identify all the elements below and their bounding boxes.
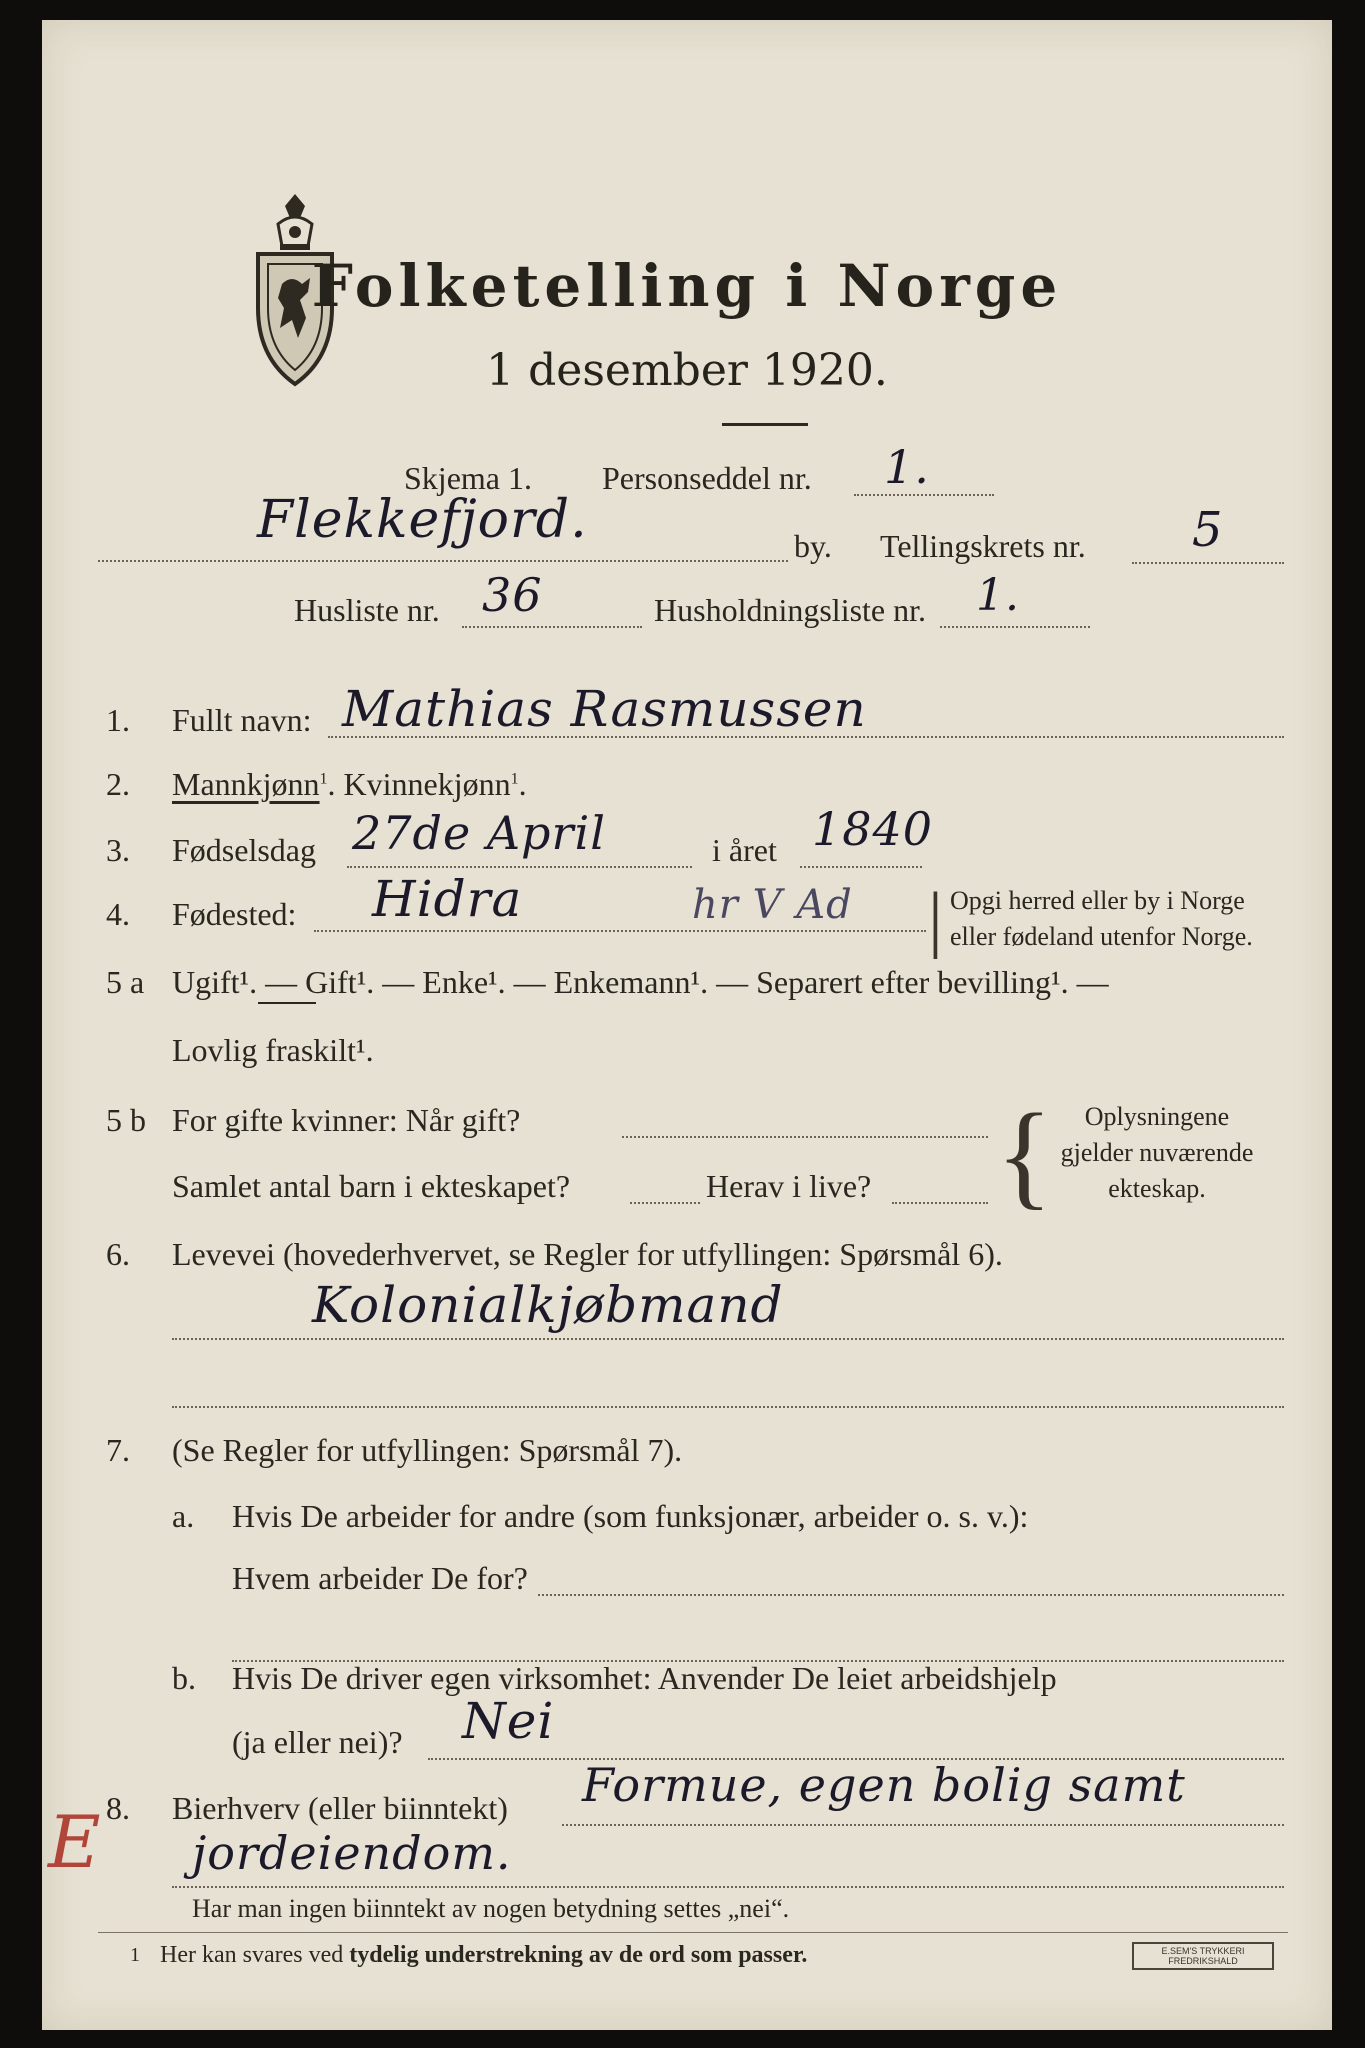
- q3-year-value[interactable]: 1840: [812, 802, 934, 856]
- q5b-note2: gjelder nuværende: [1060, 1138, 1254, 1167]
- q5a-line2[interactable]: Lovlig fraskilt¹.: [172, 1032, 374, 1068]
- footnote-text-plain: Her kan svares ved: [160, 1942, 344, 1968]
- q5b-number: 5 b: [106, 1102, 146, 1138]
- q2-options: [172, 766, 527, 803]
- husholdning-line: [940, 626, 1090, 628]
- q7-number: 7.: [106, 1432, 130, 1468]
- husliste-line: [462, 626, 642, 628]
- q1-label: Fullt navn:: [172, 702, 312, 738]
- q7a-line2: Hvem arbeider De for?: [232, 1560, 528, 1596]
- q4-number: 4.: [106, 896, 130, 932]
- q6-value[interactable]: Kolonialkjøbmand: [312, 1276, 784, 1334]
- tellingskrets-label: Tellingskrets nr.: [880, 528, 1086, 564]
- printer-stamp: [1132, 1942, 1274, 1970]
- q2-sep: .: [327, 766, 336, 802]
- form-title: Folketelling i Norge: [311, 252, 1063, 320]
- q8-value1[interactable]: Formue, egen bolig samt: [582, 1758, 1186, 1812]
- q3-line: [347, 866, 692, 868]
- q5a-options[interactable]: Ugift¹. — Gift¹. — Enke¹. — Enkemann¹. — Separert efter bevilling¹. —: [172, 964, 1109, 1000]
- q7a-line1: Hvis De arbeider for andre (som funksjonær, arbeider o. s. v.):: [232, 1498, 1029, 1534]
- q4-brace: |: [928, 878, 943, 960]
- q5a-number: 5 a: [106, 964, 145, 1000]
- q4-value[interactable]: Hidra: [372, 870, 523, 928]
- footnote-text-bold: tydelig understrekning av de ord som passer.: [349, 1942, 808, 1968]
- title-divider: [722, 423, 808, 426]
- footnote-mark: 1: [130, 1944, 140, 1966]
- skjema-label: Skjema 1.: [404, 460, 532, 496]
- husholdning-label: Husholdningsliste nr.: [654, 592, 927, 628]
- q3-value[interactable]: 27de April: [352, 806, 606, 860]
- q2-end: .: [518, 766, 527, 802]
- personseddel-line: [854, 494, 994, 496]
- q5b-line2a: Samlet antal barn i ekteskapet?: [172, 1168, 571, 1204]
- q4-label: Fødested:: [172, 896, 297, 932]
- q6-number: 6.: [106, 1236, 130, 1272]
- q8-value2[interactable]: jordeiendom.: [192, 1826, 512, 1880]
- q8-note: Har man ingen biinntekt av nogen betydning settes „nei“.: [192, 1894, 790, 1923]
- husliste-value[interactable]: 36: [482, 568, 543, 622]
- q5a-gift-underline: [258, 1002, 316, 1004]
- q8-line2: [172, 1886, 1284, 1888]
- q5b-line1: For gifte kvinner: Når gift?: [172, 1102, 521, 1138]
- stamp-line2: FREDRIKSHALD: [1168, 1956, 1238, 1966]
- q7a-line: [538, 1594, 1284, 1596]
- q8-number: 8.: [106, 1790, 130, 1826]
- q1-number: 1.: [106, 702, 130, 738]
- q7a-letter: a.: [172, 1498, 195, 1534]
- q4-note-line2: eller fødeland utenfor Norge.: [950, 922, 1253, 951]
- q2-number: 2.: [106, 766, 130, 802]
- q7b-letter: b.: [172, 1660, 196, 1696]
- footnote-text: [160, 1942, 807, 1969]
- q6-label: Levevei (hovederhvervet, se Regler for utfyllingen: Spørsmål 6).: [172, 1236, 1003, 1272]
- q5b-children-line: [630, 1202, 700, 1204]
- form-date: 1 desember 1920.: [486, 345, 888, 396]
- q4-value-note: hr V Ad: [692, 882, 853, 928]
- stamp-line1: E.SEM'S TRYKKERI: [1161, 1946, 1245, 1956]
- q5b-married-line: [622, 1136, 988, 1138]
- personseddel-label: Personseddel nr.: [602, 460, 812, 496]
- q8-margin-mark: E: [48, 1800, 102, 1884]
- q3-year-label: i året: [712, 832, 777, 868]
- q7b-line1: Hvis De driver egen virksomhet: Anvender De leiet arbeidshjelp: [232, 1660, 1057, 1696]
- q3-label: Fødselsdag: [172, 832, 316, 868]
- q2-female[interactable]: Kvinnekjønn: [343, 766, 511, 802]
- q7-label: (Se Regler for utfyllingen: Spørsmål 7).: [172, 1432, 683, 1468]
- q4-line: [314, 930, 926, 932]
- q5b-line2b: Herav i live?: [706, 1168, 872, 1204]
- q7b-value[interactable]: Nei: [462, 1692, 555, 1750]
- q8-label: Bierhverv (eller biinntekt): [172, 1790, 508, 1826]
- place-value[interactable]: Flekkefjord.: [257, 490, 588, 550]
- q2-male[interactable]: Mannkjønn: [172, 766, 320, 802]
- q5b-note3: ekteskap.: [1108, 1174, 1206, 1203]
- q6-line2: [172, 1406, 1284, 1408]
- q2-sup1: 1: [319, 770, 328, 788]
- footnote-divider: [98, 1932, 1288, 1933]
- q2-sup2: 1: [510, 770, 519, 788]
- by-label: by.: [794, 528, 832, 564]
- q8-line1: [562, 1824, 1284, 1826]
- q7b-line2: (ja eller nei)?: [232, 1724, 403, 1760]
- q5b-brace: {: [996, 1089, 1053, 1220]
- q5b-alive-line: [892, 1202, 988, 1204]
- q6-line1: [172, 1338, 1284, 1340]
- husholdning-value[interactable]: 1.: [976, 570, 1020, 621]
- personseddel-value[interactable]: 1.: [884, 440, 930, 494]
- tellingskrets-line: [1132, 562, 1284, 564]
- tellingskrets-value[interactable]: 5: [1192, 502, 1224, 558]
- place-line: [98, 560, 788, 562]
- q3-number: 3.: [106, 832, 130, 868]
- census-form: [42, 20, 1332, 2030]
- q1-value[interactable]: Mathias Rasmussen: [342, 680, 867, 738]
- husliste-label: Husliste nr.: [294, 592, 440, 628]
- q5b-note1: Oplysningene: [1084, 1102, 1230, 1131]
- q4-note-line1: Opgi herred eller by i Norge: [950, 886, 1245, 915]
- q3-year-line: [800, 866, 922, 868]
